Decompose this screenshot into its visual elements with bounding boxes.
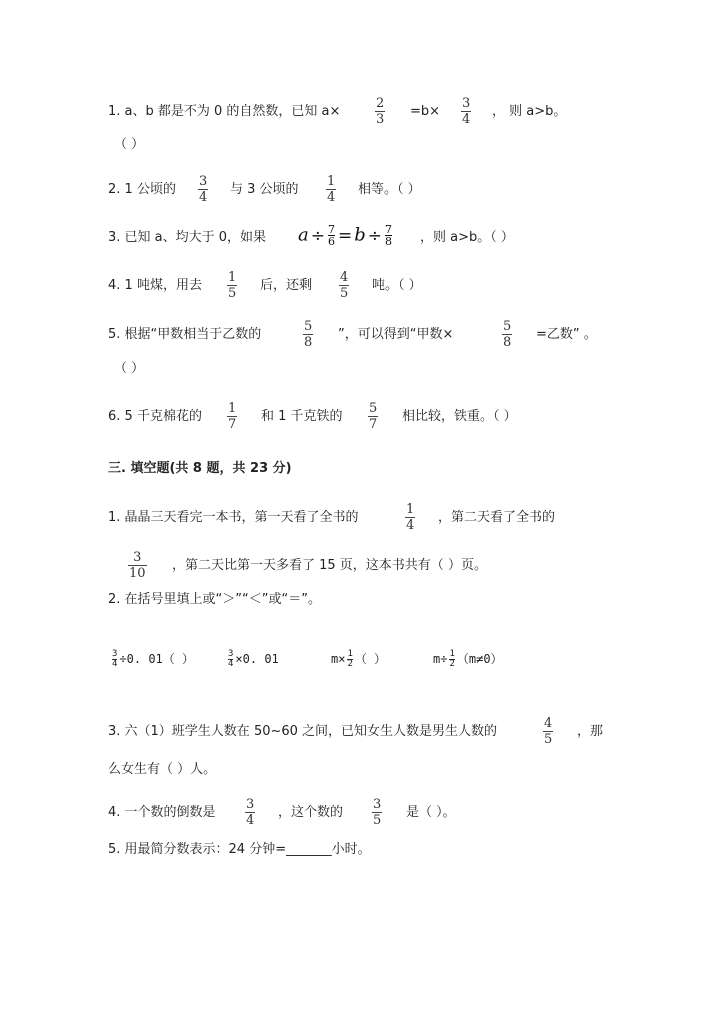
fraction: 3 4: [246, 797, 255, 828]
fill-q4-text-c: 是（ ）。: [406, 805, 456, 820]
fill-q3-text-c: 么女生有（ ）人。: [108, 762, 217, 777]
fraction: 4 5: [544, 716, 553, 747]
compare-expr-2: $\frac{3}{4} \times 0$. 01: [228, 649, 279, 669]
math-expression: $a \div \frac{7}{6} = b \div \frac{7}{8}$: [298, 223, 393, 248]
fill-q1-text-b: ，第二天看了全书的: [438, 510, 556, 525]
judge-q2-text-b: 与 3 公顷的: [230, 182, 299, 197]
fraction: 5 8: [304, 319, 313, 350]
fill-q4-text-b: ，这个数的: [278, 805, 344, 820]
judge-q5-text-c: =乙数” 。: [536, 327, 597, 342]
fraction: 5 8: [503, 319, 512, 350]
judge-q1-text-c: ， 则 a>b。: [492, 104, 567, 119]
judge-q5-text: 5. 根据“甲数相当于乙数的: [108, 327, 262, 342]
fill-q3-text: 3. 六（1）班学生人数在 50~60 之间，已知女生人数是男生人数的: [108, 724, 498, 739]
judge-q1-text: 1. a、b 都是不为 0 的自然数，已知 a×: [108, 104, 341, 119]
compare-expr-3: $m\times \frac{1}{2}$ （ ）: [331, 649, 387, 669]
judge-q3-text: 3. 已知 a、均大于 0，如果: [108, 230, 267, 245]
fraction: 5 7: [369, 401, 378, 432]
fill-q5-text: 5. 用最简分数表示：24 分钟=_______小时。: [108, 842, 371, 857]
judge-q5-text-b: ”，可以得到“甲数×: [338, 327, 454, 342]
answer-paren[interactable]: （ ）: [114, 361, 145, 376]
answer-paren[interactable]: （ ）: [114, 137, 145, 152]
fill-q1-text-c: ，第二天比第一天多看了 15 页，这本书共有（ ）页。: [172, 558, 487, 573]
judge-q4-text-b: 后，还剩: [260, 278, 313, 293]
judge-q6-text-c: 相比较，铁重。（ ）: [402, 409, 517, 424]
fraction: 4 5: [340, 270, 349, 301]
fill-q3-text-b: ，那: [577, 724, 604, 739]
judge-q2-text-c: 相等。（ ）: [358, 182, 421, 197]
fraction: 3 4: [199, 174, 208, 205]
fraction: 1 4: [406, 502, 415, 533]
section-title: 三. 填空题(共 8 题，共 23 分): [108, 461, 292, 476]
fill-q1-text: 1. 晶晶三天看完一本书，第一天看了全书的: [108, 510, 359, 525]
judge-q4-text: 4. 1 吨煤，用去: [108, 278, 202, 293]
judge-q3-text-c: ，则 a>b。（ ）: [420, 230, 514, 245]
fill-q2-text: 2. 在括号里填上或“＞”“＜”或“＝”。: [108, 592, 321, 607]
judge-q2-text: 2. 1 公顷的: [108, 182, 176, 197]
fraction: 2 3: [376, 96, 385, 127]
judge-q6-text: 6. 5 千克棉花的: [108, 409, 202, 424]
judge-q6-text-b: 和 1 千克铁的: [261, 409, 343, 424]
compare-expr-4: $m\div \frac{1}{2} (m\ne 0)$: [433, 649, 503, 669]
fraction: 1 4: [327, 174, 336, 205]
fraction: 1 7: [228, 401, 237, 432]
judge-q1-text-b: =b×: [410, 104, 441, 119]
fraction: 3 10: [129, 550, 146, 581]
fill-q4-text: 4. 一个数的倒数是: [108, 805, 216, 820]
fraction: 3 4: [462, 96, 471, 127]
judge-q4-text-c: 吨。（ ）: [372, 278, 422, 293]
fraction: 3 5: [373, 797, 382, 828]
compare-expr-1: $\frac{3}{4} \div 0$. 01（ ）: [112, 649, 194, 669]
fraction: 1 5: [228, 270, 237, 301]
